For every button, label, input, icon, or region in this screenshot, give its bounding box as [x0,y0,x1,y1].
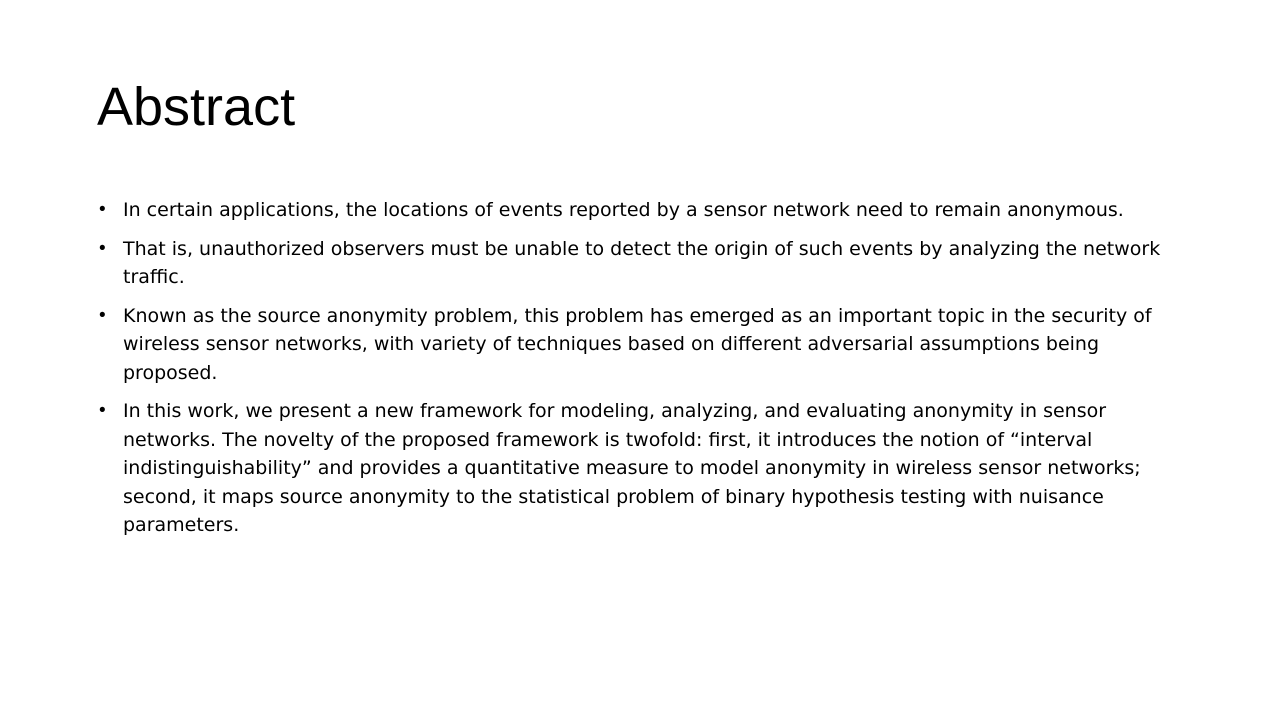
bullet-icon: • [99,237,106,259]
bullet-text: In certain applications, the locations of events reported by a sensor network need to remain anonymous. [123,199,1124,221]
bullet-item [97,235,1197,292]
bullet-list [97,196,1197,550]
slide-title: Abstract [97,77,296,137]
bullet-text: That is, unauthorized observers must be unable to detect the origin of such events by analyzing the network traffic. [123,237,1161,288]
bullet-text: Known as the source anonymity problem, this problem has emerged as an important topic in the security of wireless sensor networks, with variety of techniques based on different adversarial assumptions being proposed. [123,304,1152,384]
bullet-icon: • [99,400,106,421]
bullet-text: In this work, we present a new framework for modeling, analyzing, and evaluating anonymity in sensor networks. The novelty of the proposed framework is twofold: first, it introduces the notion of “interval indistinguishability” and provides a quantitative measure to model anonymity in wireless sensor networks; second, it maps source anonymity to the statistical problem of binary hypothesis testing with nuisance parameters. [123,400,1141,536]
bullet-icon: • [99,199,106,220]
bullet-item [97,196,1197,225]
bullet-item [97,397,1197,540]
bullet-icon: • [99,304,106,326]
bullet-item [97,302,1197,388]
